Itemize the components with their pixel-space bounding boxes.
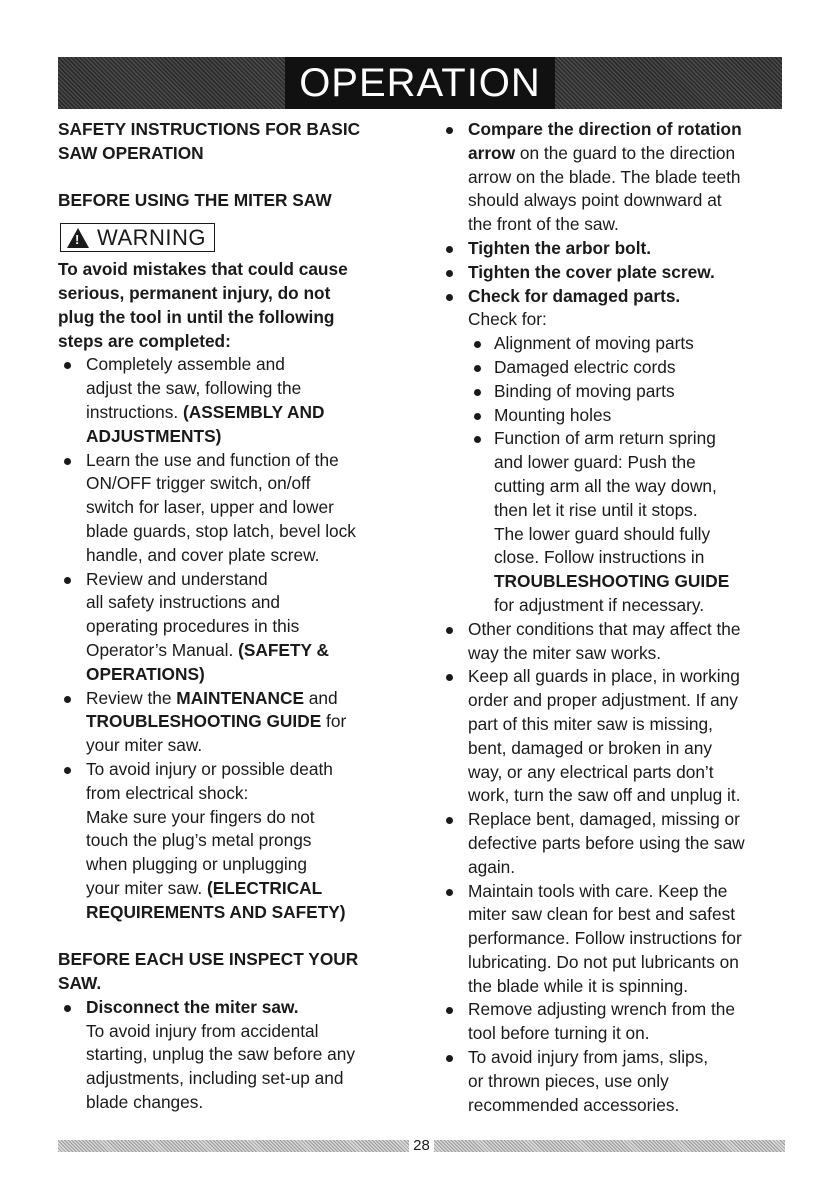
footer-strip-left	[58, 1140, 409, 1152]
sub-list	[440, 332, 785, 618]
list-item: Check for damaged parts. Check for:	[440, 285, 785, 333]
list-item: Completely assemble and adjust the saw, following the instructions. (ASSEMBLY AND ADJUSTMENTS)	[58, 353, 428, 448]
sub-list-item: Function of arm return spring and lower guard: Push the cutting arm all the way down, then let it rise until it stops. The lower guard should fully close. Follow instructions in TROUBLESHOOTING GUIDE for adjustment if necessary.	[468, 427, 785, 617]
list-item: Disconnect the miter saw. To avoid injury from accidental starting, unplug the saw before any adjustments, including set-up and blade changes.	[58, 996, 428, 1115]
section-heading-before-using: BEFORE USING THE MITER SAW	[58, 190, 332, 211]
list-item: Compare the direction of rotation arrow on the guard to the direction arrow on the blade. The blade teeth should always point downward at the front of the saw.	[440, 118, 785, 237]
section-heading-safety: SAFETY INSTRUCTIONS FOR BASIC SAW OPERATION	[58, 119, 361, 163]
sub-list-item: Mounting holes	[468, 404, 785, 428]
right-column	[440, 118, 785, 1117]
sub-list-item: Binding of moving parts	[468, 380, 785, 404]
warning-triangle-icon: !	[67, 228, 89, 248]
list-item: Tighten the cover plate screw.	[440, 261, 785, 285]
page-title: OPERATION	[285, 57, 555, 109]
warning-lead-text: To avoid mistakes that could cause serious, permanent injury, do not plug the tool in until the following steps are completed:	[58, 259, 348, 351]
list-item: Review the MAINTENANCE and TROUBLESHOOTING GUIDE for your miter saw.	[58, 687, 428, 758]
page-number: 28	[413, 1137, 430, 1154]
left-column	[58, 118, 428, 1115]
list-item: Other conditions that may affect the way the miter saw works.	[440, 618, 785, 666]
list-item: Learn the use and function of the ON/OFF trigger switch, on/off switch for laser, upper and lower blade guards, stop latch, bevel lock handle, and cover plate screw.	[58, 449, 428, 568]
list-item: Review and understand all safety instructions and operating procedures in this Operator’s Manual. (SAFETY & OPERATIONS)	[58, 568, 428, 687]
list-item: Keep all guards in place, in working order and proper adjustment. If any part of this miter saw is missing, bent, damaged or broken in any way, or any electrical parts don’t work, turn the saw off and unplug it.	[440, 665, 785, 808]
list-item: To avoid injury from jams, slips, or thrown pieces, use only recommended accessories.	[440, 1046, 785, 1117]
sub-list-item: Damaged electric cords	[468, 356, 785, 380]
list-item: To avoid injury or possible death from electrical shock: Make sure your fingers do not touch the plug’s metal prongs when plugging or unplugging your miter saw. (ELECTRICAL REQUIREMENTS AND SAFETY)	[58, 758, 428, 925]
footer-strip-right	[434, 1140, 785, 1152]
list-item: Tighten the arbor bolt.	[440, 237, 785, 261]
footer	[58, 1138, 785, 1154]
list-item: Maintain tools with care. Keep the miter saw clean for best and safest performance. Follow instructions for lubricating. Do not put lubricants on the blade while it is spinning.	[440, 880, 785, 999]
sub-list-item: Alignment of moving parts	[468, 332, 785, 356]
header-bar	[58, 57, 782, 109]
list-item: Remove adjusting wrench from the tool before turning it on.	[440, 998, 785, 1046]
warning-label: WARNING	[97, 224, 207, 250]
warning-label-box	[60, 223, 215, 252]
list-item: Replace bent, damaged, missing or defective parts before using the saw again.	[440, 808, 785, 879]
section-heading-inspect: BEFORE EACH USE INSPECT YOUR SAW.	[58, 949, 359, 994]
